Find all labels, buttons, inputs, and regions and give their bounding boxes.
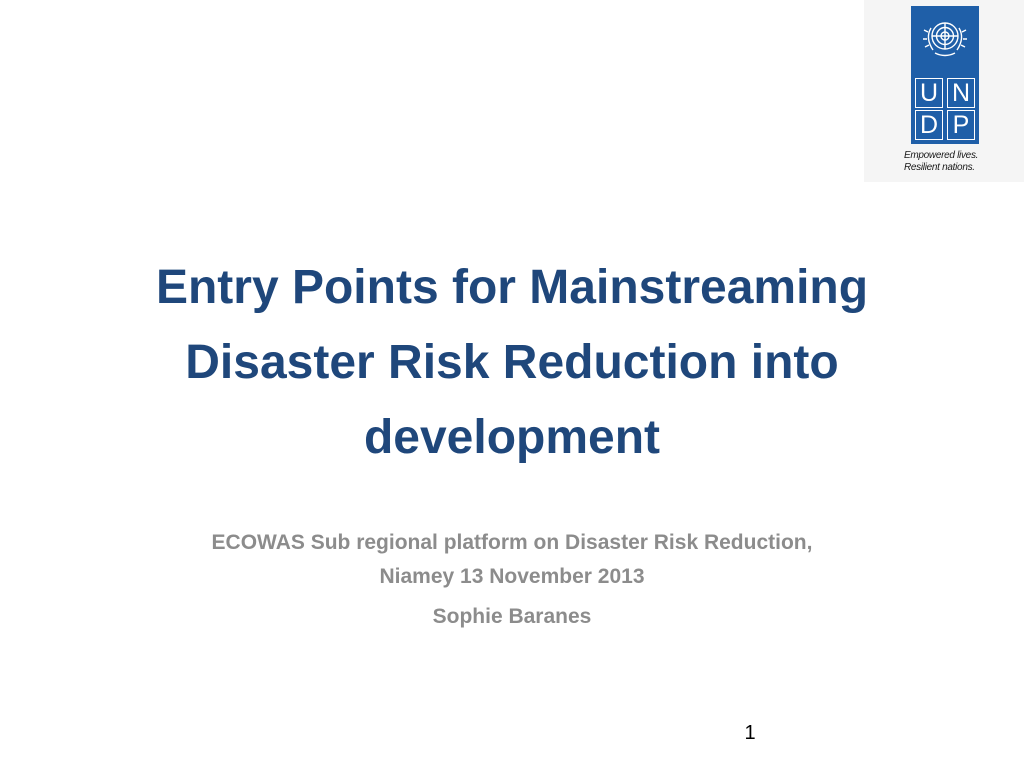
title-line-3: development [363, 411, 661, 464]
logo-letter-u: U [915, 78, 943, 108]
un-emblem-icon [919, 12, 971, 64]
logo-letter-n: N [947, 78, 975, 108]
page-number: 1 [744, 722, 756, 744]
subtitle-line-2: Niamey 13 November 2013 [379, 565, 645, 588]
slide-subtitle [100, 526, 924, 594]
undp-logo [864, 0, 1024, 182]
logo-tagline [904, 150, 994, 174]
author-name: Sophie Baranes [432, 605, 592, 628]
undp-logo-block [911, 6, 979, 144]
logo-letter-d: D [915, 110, 943, 140]
title-line-1: Entry Points for Mainstreaming [155, 261, 869, 314]
title-line-2: Disaster Risk Reduction into [185, 336, 839, 389]
slide-title [60, 250, 964, 475]
logo-letter-p: P [947, 110, 975, 140]
subtitle-line-1: ECOWAS Sub regional platform on Disaster Risk Reduction, [211, 531, 813, 554]
tagline-line-1: Empowered lives. [904, 150, 979, 161]
tagline-line-2: Resilient nations. [904, 162, 975, 173]
